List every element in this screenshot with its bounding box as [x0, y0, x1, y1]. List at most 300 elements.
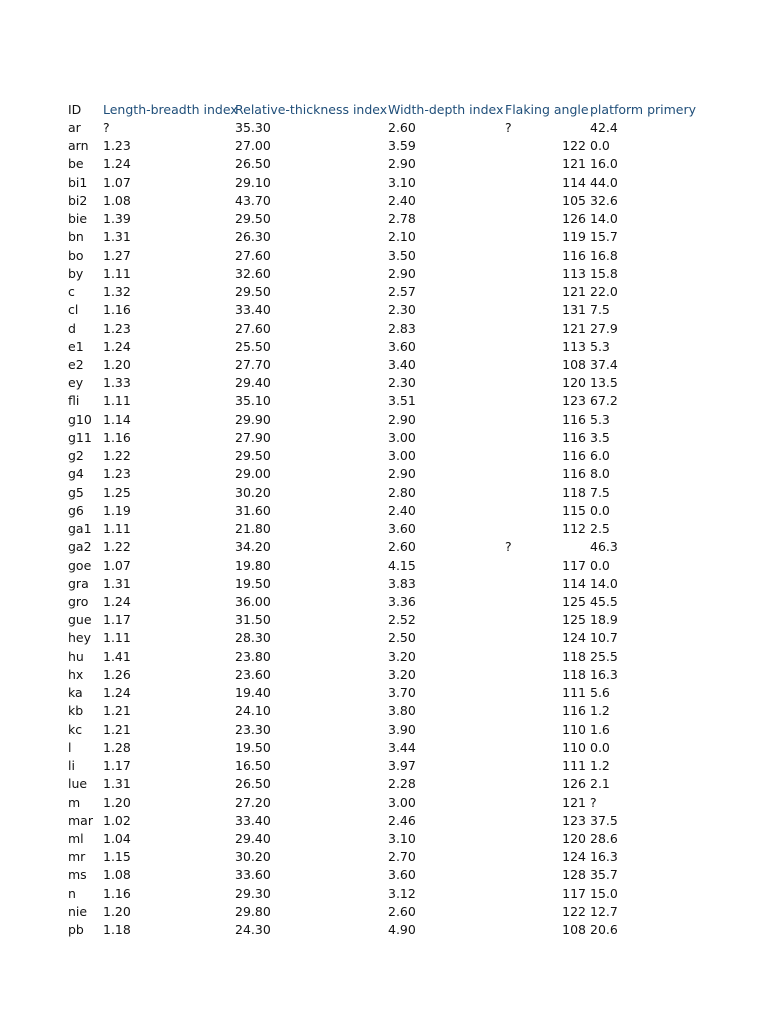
- cell-width-depth: 4.90: [388, 922, 416, 938]
- cell-id: c: [68, 284, 75, 300]
- cell-relative-thickness: 29.80: [235, 903, 271, 919]
- cell-length-breadth: 1.08: [103, 192, 131, 208]
- cell-flaking-angle: 125: [562, 612, 586, 628]
- cell-id: hey: [68, 630, 92, 646]
- table-row: [0, 265, 768, 283]
- table-row: [0, 903, 768, 921]
- cell-platform: 0.0: [590, 739, 610, 755]
- table-row: [0, 411, 768, 429]
- cell-length-breadth: 1.17: [103, 758, 131, 774]
- cell-width-depth: 3.00: [388, 429, 416, 445]
- cell-flaking-angle: 126: [562, 776, 586, 792]
- cell-flaking-angle: 117: [562, 885, 586, 901]
- cell-relative-thickness: 27.00: [235, 138, 271, 154]
- cell-relative-thickness: 19.50: [235, 575, 271, 591]
- cell-width-depth: 3.00: [388, 448, 416, 464]
- cell-id: g5: [68, 484, 84, 500]
- cell-width-depth: 2.90: [388, 156, 416, 172]
- cell-length-breadth: 1.28: [103, 739, 131, 755]
- cell-width-depth: 2.30: [388, 302, 416, 318]
- cell-flaking-angle: 116: [562, 411, 586, 427]
- cell-id: fli: [68, 393, 80, 409]
- cell-flaking-angle: 131: [562, 302, 586, 318]
- cell-width-depth: 4.15: [388, 557, 416, 573]
- cell-platform: 16.8: [590, 247, 618, 263]
- cell-flaking-angle: 115: [562, 502, 586, 518]
- table-row: [0, 557, 768, 575]
- cell-width-depth: 2.60: [388, 539, 416, 555]
- cell-length-breadth: 1.20: [103, 356, 131, 372]
- cell-length-breadth: 1.39: [103, 211, 131, 227]
- table-row: [0, 301, 768, 319]
- cell-width-depth: 3.44: [388, 739, 416, 755]
- table-row: [0, 848, 768, 866]
- cell-width-depth: 3.80: [388, 703, 416, 719]
- cell-platform: 0.0: [590, 138, 610, 154]
- cell-length-breadth: 1.27: [103, 247, 131, 263]
- cell-flaking-angle: 116: [562, 247, 586, 263]
- header-platform: platform primery: [590, 102, 697, 117]
- cell-relative-thickness: 19.40: [235, 685, 271, 701]
- cell-id: l: [68, 739, 72, 755]
- table-row: [0, 812, 768, 830]
- cell-relative-thickness: 25.50: [235, 338, 271, 354]
- cell-length-breadth: 1.22: [103, 539, 131, 555]
- cell-relative-thickness: 23.60: [235, 666, 271, 682]
- cell-length-breadth: 1.19: [103, 502, 131, 518]
- header-row: [0, 101, 768, 119]
- table-row: [0, 648, 768, 666]
- cell-flaking-angle: 111: [562, 758, 586, 774]
- cell-platform: 8.0: [590, 466, 610, 482]
- cell-flaking-angle: 117: [562, 557, 586, 573]
- cell-length-breadth: 1.14: [103, 411, 131, 427]
- cell-relative-thickness: 29.50: [235, 448, 271, 464]
- cell-relative-thickness: 29.50: [235, 211, 271, 227]
- table-row: [0, 866, 768, 884]
- cell-length-breadth: 1.22: [103, 448, 131, 464]
- table-row: [0, 629, 768, 647]
- table-row: [0, 830, 768, 848]
- cell-flaking-angle: 121: [562, 284, 586, 300]
- cell-platform: 20.6: [590, 922, 618, 938]
- cell-id: g2: [68, 448, 84, 464]
- cell-width-depth: 2.83: [388, 320, 416, 336]
- cell-relative-thickness: 29.10: [235, 174, 271, 190]
- cell-width-depth: 2.46: [388, 812, 416, 828]
- cell-flaking-angle: 121: [562, 320, 586, 336]
- cell-id: lue: [68, 776, 88, 792]
- table-row: [0, 721, 768, 739]
- cell-platform: 10.7: [590, 630, 618, 646]
- table-row: [0, 775, 768, 793]
- cell-flaking-angle: 121: [562, 156, 586, 172]
- cell-width-depth: 2.80: [388, 484, 416, 500]
- cell-relative-thickness: 34.20: [235, 539, 271, 555]
- cell-flaking-angle: 121: [562, 794, 586, 810]
- cell-length-breadth: ?: [103, 120, 110, 135]
- cell-relative-thickness: 27.20: [235, 794, 271, 810]
- cell-width-depth: 2.57: [388, 284, 416, 300]
- cell-width-depth: 2.50: [388, 630, 416, 646]
- table-row: [0, 447, 768, 465]
- cell-id: be: [68, 156, 84, 172]
- cell-width-depth: 3.20: [388, 648, 416, 664]
- cell-width-depth: 2.70: [388, 849, 416, 865]
- cell-platform: 18.9: [590, 612, 618, 628]
- cell-width-depth: 3.20: [388, 666, 416, 682]
- cell-length-breadth: 1.20: [103, 794, 131, 810]
- cell-relative-thickness: 33.40: [235, 302, 271, 318]
- cell-width-depth: 3.60: [388, 338, 416, 354]
- cell-width-depth: 2.40: [388, 502, 416, 518]
- cell-length-breadth: 1.17: [103, 612, 131, 628]
- table-row: [0, 593, 768, 611]
- cell-flaking-angle: 116: [562, 703, 586, 719]
- cell-length-breadth: 1.31: [103, 776, 131, 792]
- table-row: [0, 757, 768, 775]
- cell-flaking-angle: 108: [562, 356, 586, 372]
- cell-id: goe: [68, 557, 92, 573]
- cell-length-breadth: 1.31: [103, 229, 131, 245]
- cell-flaking-angle: 110: [562, 739, 586, 755]
- cell-platform: 16.3: [590, 666, 618, 682]
- cell-flaking-angle: 120: [562, 830, 586, 846]
- cell-platform: 1.6: [590, 721, 610, 737]
- cell-id: ml: [68, 830, 84, 846]
- cell-relative-thickness: 21.80: [235, 521, 271, 537]
- cell-length-breadth: 1.02: [103, 812, 131, 828]
- cell-width-depth: 2.90: [388, 466, 416, 482]
- table-row: [0, 739, 768, 757]
- cell-id: kc: [68, 721, 83, 737]
- cell-flaking-angle: 116: [562, 448, 586, 464]
- cell-id: n: [68, 885, 76, 901]
- table-row: [0, 119, 768, 137]
- cell-platform: 0.0: [590, 557, 610, 573]
- cell-width-depth: 3.51: [388, 393, 416, 409]
- cell-width-depth: 3.90: [388, 721, 416, 737]
- cell-relative-thickness: 23.80: [235, 648, 271, 664]
- cell-flaking-angle: 112: [562, 521, 586, 537]
- header-id: ID: [68, 102, 82, 117]
- cell-relative-thickness: 28.30: [235, 630, 271, 646]
- cell-platform: 5.6: [590, 685, 610, 701]
- cell-width-depth: 2.60: [388, 120, 416, 135]
- header-width-depth: Width-depth index: [388, 102, 504, 117]
- cell-id: g10: [68, 411, 92, 427]
- cell-platform: 22.0: [590, 284, 618, 300]
- cell-flaking-angle: 108: [562, 922, 586, 938]
- cell-relative-thickness: 29.50: [235, 284, 271, 300]
- cell-flaking-angle: ?: [505, 539, 512, 555]
- cell-platform: 15.7: [590, 229, 618, 245]
- cell-width-depth: 3.59: [388, 138, 416, 154]
- cell-flaking-angle: 124: [562, 849, 586, 865]
- cell-relative-thickness: 27.60: [235, 320, 271, 336]
- cell-platform: 16.0: [590, 156, 618, 172]
- cell-length-breadth: 1.23: [103, 320, 131, 336]
- cell-length-breadth: 1.16: [103, 302, 131, 318]
- cell-platform: 42.4: [590, 120, 618, 135]
- table-row: [0, 137, 768, 155]
- cell-platform: 35.7: [590, 867, 618, 883]
- cell-length-breadth: 1.11: [103, 393, 131, 409]
- cell-id: gra: [68, 575, 89, 591]
- table-row: [0, 520, 768, 538]
- cell-platform: 15.8: [590, 265, 618, 281]
- cell-platform: 0.0: [590, 502, 610, 518]
- table-row: [0, 684, 768, 702]
- cell-relative-thickness: 27.90: [235, 429, 271, 445]
- cell-id: ms: [68, 867, 87, 883]
- cell-length-breadth: 1.24: [103, 593, 131, 609]
- cell-relative-thickness: 26.30: [235, 229, 271, 245]
- cell-length-breadth: 1.24: [103, 338, 131, 354]
- cell-length-breadth: 1.26: [103, 666, 131, 682]
- cell-width-depth: 3.97: [388, 758, 416, 774]
- cell-relative-thickness: 32.60: [235, 265, 271, 281]
- cell-relative-thickness: 29.00: [235, 466, 271, 482]
- cell-id: bi1: [68, 174, 88, 190]
- cell-width-depth: 3.10: [388, 830, 416, 846]
- cell-platform: 5.3: [590, 411, 610, 427]
- cell-relative-thickness: 26.50: [235, 776, 271, 792]
- cell-platform: 14.0: [590, 575, 618, 591]
- cell-relative-thickness: 30.20: [235, 849, 271, 865]
- cell-id: hx: [68, 666, 84, 682]
- cell-length-breadth: 1.16: [103, 885, 131, 901]
- cell-id: arn: [68, 138, 89, 154]
- header-relative-thickness: Relative-thickness index: [235, 102, 388, 117]
- cell-flaking-angle: ?: [505, 120, 512, 135]
- cell-relative-thickness: 33.40: [235, 812, 271, 828]
- cell-width-depth: 2.52: [388, 612, 416, 628]
- table-row: [0, 611, 768, 629]
- cell-length-breadth: 1.21: [103, 703, 131, 719]
- cell-id: li: [68, 758, 75, 774]
- cell-flaking-angle: 116: [562, 429, 586, 445]
- table-row: [0, 356, 768, 374]
- table-row: [0, 885, 768, 903]
- cell-width-depth: 2.28: [388, 776, 416, 792]
- cell-relative-thickness: 16.50: [235, 758, 271, 774]
- cell-length-breadth: 1.24: [103, 156, 131, 172]
- cell-length-breadth: 1.04: [103, 830, 131, 846]
- table-row: [0, 429, 768, 447]
- cell-width-depth: 3.36: [388, 593, 416, 609]
- table-row: [0, 374, 768, 392]
- table-row: [0, 538, 768, 556]
- table-row: [0, 174, 768, 192]
- cell-platform: 28.6: [590, 830, 618, 846]
- cell-relative-thickness: 27.60: [235, 247, 271, 263]
- table-row: [0, 465, 768, 483]
- cell-platform: 6.0: [590, 448, 610, 464]
- cell-width-depth: 3.00: [388, 794, 416, 810]
- cell-relative-thickness: 27.70: [235, 356, 271, 372]
- table-row: [0, 283, 768, 301]
- cell-length-breadth: 1.11: [103, 630, 131, 646]
- cell-id: g4: [68, 466, 84, 482]
- table-row: [0, 392, 768, 410]
- cell-flaking-angle: 113: [562, 265, 586, 281]
- cell-platform: 45.5: [590, 593, 618, 609]
- cell-flaking-angle: 111: [562, 685, 586, 701]
- cell-length-breadth: 1.23: [103, 466, 131, 482]
- cell-length-breadth: 1.31: [103, 575, 131, 591]
- table-row: [0, 155, 768, 173]
- cell-length-breadth: 1.16: [103, 429, 131, 445]
- cell-relative-thickness: 24.10: [235, 703, 271, 719]
- table-row: [0, 247, 768, 265]
- cell-relative-thickness: 23.30: [235, 721, 271, 737]
- cell-id: ka: [68, 685, 83, 701]
- cell-relative-thickness: 35.30: [235, 120, 271, 135]
- cell-id: cl: [68, 302, 79, 318]
- header-length-breadth: Length-breadth index: [103, 102, 238, 117]
- cell-width-depth: 2.60: [388, 903, 416, 919]
- cell-flaking-angle: 118: [562, 666, 586, 682]
- cell-id: by: [68, 265, 84, 281]
- cell-flaking-angle: 114: [562, 575, 586, 591]
- cell-width-depth: 2.40: [388, 192, 416, 208]
- table-row: [0, 192, 768, 210]
- cell-flaking-angle: 128: [562, 867, 586, 883]
- cell-length-breadth: 1.11: [103, 521, 131, 537]
- cell-length-breadth: 1.21: [103, 721, 131, 737]
- table-row: [0, 320, 768, 338]
- cell-flaking-angle: 122: [562, 138, 586, 154]
- table-row: [0, 484, 768, 502]
- cell-length-breadth: 1.41: [103, 648, 131, 664]
- cell-id: m: [68, 794, 81, 810]
- cell-length-breadth: 1.20: [103, 903, 131, 919]
- cell-id: mr: [68, 849, 86, 865]
- cell-platform: 14.0: [590, 211, 618, 227]
- cell-flaking-angle: 118: [562, 648, 586, 664]
- table-row: [0, 794, 768, 812]
- cell-width-depth: 3.50: [388, 247, 416, 263]
- table-row: [0, 338, 768, 356]
- cell-id: pb: [68, 922, 84, 938]
- cell-flaking-angle: 110: [562, 721, 586, 737]
- cell-id: e2: [68, 356, 84, 372]
- cell-relative-thickness: 29.40: [235, 830, 271, 846]
- cell-platform: 44.0: [590, 174, 618, 190]
- cell-platform: 7.5: [590, 302, 610, 318]
- cell-length-breadth: 1.07: [103, 557, 131, 573]
- cell-platform: 27.9: [590, 320, 618, 336]
- table-row: [0, 228, 768, 246]
- cell-flaking-angle: 122: [562, 903, 586, 919]
- cell-id: mar: [68, 812, 93, 828]
- table-row: [0, 575, 768, 593]
- cell-id: hu: [68, 648, 84, 664]
- cell-platform: 37.4: [590, 356, 618, 372]
- cell-relative-thickness: 43.70: [235, 192, 271, 208]
- cell-length-breadth: 1.18: [103, 922, 131, 938]
- cell-length-breadth: 1.25: [103, 484, 131, 500]
- cell-flaking-angle: 124: [562, 630, 586, 646]
- cell-platform: 3.5: [590, 429, 610, 445]
- cell-width-depth: 3.60: [388, 867, 416, 883]
- cell-length-breadth: 1.24: [103, 685, 131, 701]
- cell-width-depth: 2.30: [388, 375, 416, 391]
- cell-platform: 15.0: [590, 885, 618, 901]
- table-row: [0, 666, 768, 684]
- cell-id: bn: [68, 229, 84, 245]
- cell-flaking-angle: 113: [562, 338, 586, 354]
- cell-id: ga1: [68, 521, 92, 537]
- cell-flaking-angle: 119: [562, 229, 586, 245]
- cell-id: g6: [68, 502, 84, 518]
- cell-width-depth: 2.90: [388, 411, 416, 427]
- cell-platform: 16.3: [590, 849, 618, 865]
- table-row: [0, 921, 768, 939]
- cell-length-breadth: 1.07: [103, 174, 131, 190]
- cell-id: gue: [68, 612, 92, 628]
- cell-relative-thickness: 30.20: [235, 484, 271, 500]
- cell-length-breadth: 1.15: [103, 849, 131, 865]
- cell-platform: 13.5: [590, 375, 618, 391]
- cell-id: kb: [68, 703, 84, 719]
- cell-relative-thickness: 31.60: [235, 502, 271, 518]
- cell-id: gro: [68, 593, 89, 609]
- cell-relative-thickness: 29.40: [235, 375, 271, 391]
- cell-platform: ?: [590, 794, 597, 810]
- cell-platform: 37.5: [590, 812, 618, 828]
- table-row: [0, 702, 768, 720]
- cell-relative-thickness: 29.30: [235, 885, 271, 901]
- cell-width-depth: 2.78: [388, 211, 416, 227]
- cell-flaking-angle: 118: [562, 484, 586, 500]
- cell-id: bo: [68, 247, 84, 263]
- cell-flaking-angle: 126: [562, 211, 586, 227]
- cell-platform: 1.2: [590, 703, 610, 719]
- cell-width-depth: 3.12: [388, 885, 416, 901]
- cell-width-depth: 2.90: [388, 265, 416, 281]
- cell-flaking-angle: 120: [562, 375, 586, 391]
- table-row: [0, 502, 768, 520]
- table-row: [0, 210, 768, 228]
- cell-flaking-angle: 123: [562, 812, 586, 828]
- cell-length-breadth: 1.32: [103, 284, 131, 300]
- cell-id: d: [68, 320, 76, 336]
- cell-platform: 5.3: [590, 338, 610, 354]
- cell-width-depth: 3.60: [388, 521, 416, 537]
- cell-width-depth: 2.10: [388, 229, 416, 245]
- cell-length-breadth: 1.23: [103, 138, 131, 154]
- cell-platform: 12.7: [590, 903, 618, 919]
- cell-relative-thickness: 19.50: [235, 739, 271, 755]
- cell-platform: 32.6: [590, 192, 618, 208]
- cell-relative-thickness: 29.90: [235, 411, 271, 427]
- cell-id: bie: [68, 211, 88, 227]
- cell-flaking-angle: 125: [562, 593, 586, 609]
- cell-length-breadth: 1.33: [103, 375, 131, 391]
- cell-id: g11: [68, 429, 92, 445]
- cell-width-depth: 3.40: [388, 356, 416, 372]
- cell-platform: 2.5: [590, 521, 610, 537]
- cell-width-depth: 3.83: [388, 575, 416, 591]
- cell-platform: 2.1: [590, 776, 610, 792]
- cell-relative-thickness: 35.10: [235, 393, 271, 409]
- cell-flaking-angle: 114: [562, 174, 586, 190]
- cell-id: bi2: [68, 192, 88, 208]
- cell-width-depth: 3.10: [388, 174, 416, 190]
- cell-relative-thickness: 33.60: [235, 867, 271, 883]
